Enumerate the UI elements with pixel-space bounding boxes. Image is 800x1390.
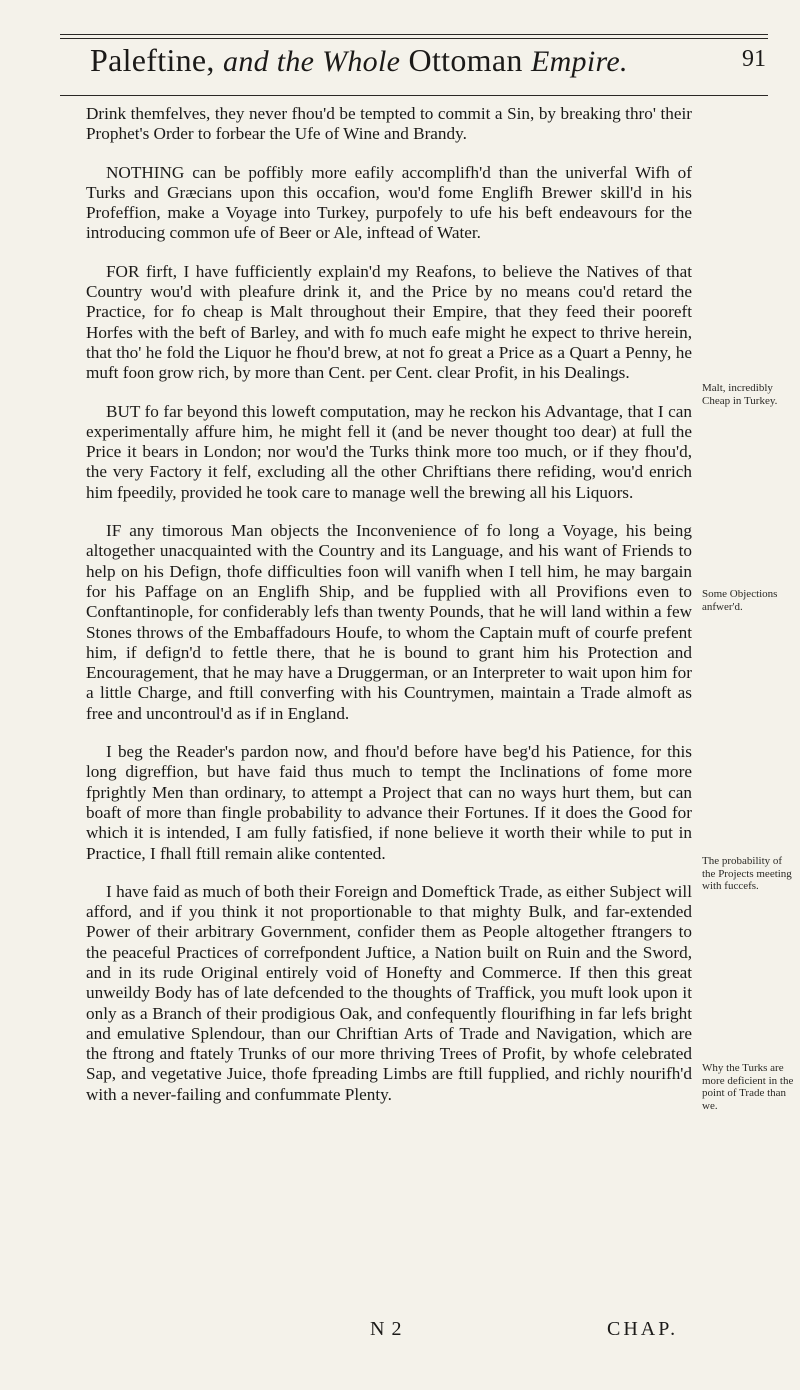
paragraph-4: BUT fo far beyond this loweft computation, may he reckon his Advantage, that I can experimentally affure him, he might fell it (and be never thought too dear) at full the Price it bears in London; nor wou'd the Turks think more too much, or if they fhou'd, the very Factory it felf, excluding all the other Chriftians there refiding, wou'd enrich him fpeedily, provided he took care to manage well the brewing all his Liquors. xyxy=(86,401,692,502)
margin-note-probability: The probability of the Projects meeting with fuccefs. xyxy=(702,855,792,892)
paragraph-1: Drink themfelves, they never fhou'd be tempted to commit a Sin, by breaking thro' their Prophet's Order to forbear the Ufe of Wine and Brandy. xyxy=(86,104,692,144)
catchword: CHAP. xyxy=(607,1318,679,1340)
running-head-title-italic: and the Whole xyxy=(223,45,401,78)
header-rule-top-thin xyxy=(60,38,768,39)
header-rule-bottom xyxy=(60,95,768,96)
paragraph-5: IF any timorous Man objects the Inconvenience of fo long a Voyage, his being altogether unacquainted with the Country and its Language, and his want of Friends to help on his Defign, thofe difficulties foon will vanifh when I tell him, he may bargain for his Paffage on an Englifh Ship, and be fupplied with all Provifions even to Conftantinople, for confiderably lefs than twenty Pounds, that he will land within a few Stones throws of the Embaffadours Houfe, to whom the Captain muft of courfe prefent him, if defign'd to fettle there, that he is bound to grant him his Protection and Encouragement, that he may have a Druggerman, or an Interpreter to wait upon him for a little Charge, and ftill converfing with his Countrymen, maintain a Trade almoft as free and uncontroul'd as if in England. xyxy=(86,521,692,723)
page-number: 91 xyxy=(742,46,766,72)
running-head-title-part: Paleftine, xyxy=(90,42,224,78)
running-head-title-part: Ottoman xyxy=(400,42,531,78)
paragraph-6: I beg the Reader's pardon now, and fhou'd before have beg'd his Patience, for this long digreffion, but have faid thus much to tempt the Inclinations of fome more fprightly Men than ordinary, to attempt a Project that can no ways hurt them, but can boaft of more than fingle probability to advance their Fortunes. If it does the Good for which it is intended, I am fully fatisfied, if none believe it worth their while to put in Practice, I fhall ftill remain alike contented. xyxy=(86,742,692,863)
paragraph-2: NOTHING can be poffibly more eafily accomplifh'd than the univerfal Wifh of Turks and Græcians upon this occafion, wou'd fome Englifh Brewer skill'd in his Profeffion, make a Voyage into Turkey, purpofely to ufe his beft endeavours for the introducing common ufe of Beer or Ale, inftead of Water. xyxy=(86,162,692,243)
running-head xyxy=(60,40,770,90)
body-text xyxy=(86,104,692,1105)
running-head-title-italic: Empire. xyxy=(530,45,628,78)
margin-note-malt: Malt, incredibly Cheap in Turkey. xyxy=(702,382,778,407)
paragraph-7: I have faid as much of both their Foreign and Domeftick Trade, as either Subject will afford, and if you think it not proportionable to that mighty Bulk, and far-extended Power of their arbitrary Government, confider them as People altogether ftrangers to the peaceful Practices of correfpondent Juftice, a Nation built on Ruin and the Sword, and in its rude Original entirely void of Honefty and Commerce. If then this great unweildy Body has of late defcended to the thoughts of Traffick, you muft look upon it only as a Branch of their prodigious Oak, and confequently flourifhing in far lefs bright and emulative Splendour, than our Chriftian Arts of Trade and Navigation, which are the ftrong and ftately Trunks of our more thriving Trees of Profit, by whofe celebrated Sap, and vegetative Juice, thofe fpreading Limbs are ftill fupplied, and richly nourifh'd with a never-failing and confummate Plenty. xyxy=(86,881,692,1104)
signature-mark: N 2 xyxy=(370,1318,403,1340)
margin-note-turks-trade: Why the Turks are more deficient in the point of Trade than we. xyxy=(702,1062,794,1112)
header-rule-top xyxy=(60,34,768,35)
margin-note-objections: Some Objections anfwer'd. xyxy=(702,588,778,613)
running-head-title xyxy=(90,42,628,79)
paragraph-3: FOR firft, I have fufficiently explain'd my Reafons, to believe the Natives of that Country wou'd with pleafure drink it, and the Price by no means cou'd retard the Practice, for fo cheap is Malt throughout their Empire, that they feed their pooreft Horfes with the beft of Barley, and with fo much eafe might he expect to thrive herein, that tho' he fold the Liquor he fhou'd brew, at not fo great a Price as a Quart a Penny, he muft foon grow rich, by more than Cent. per Cent. clear Profit, in his Dealings. xyxy=(86,261,692,383)
